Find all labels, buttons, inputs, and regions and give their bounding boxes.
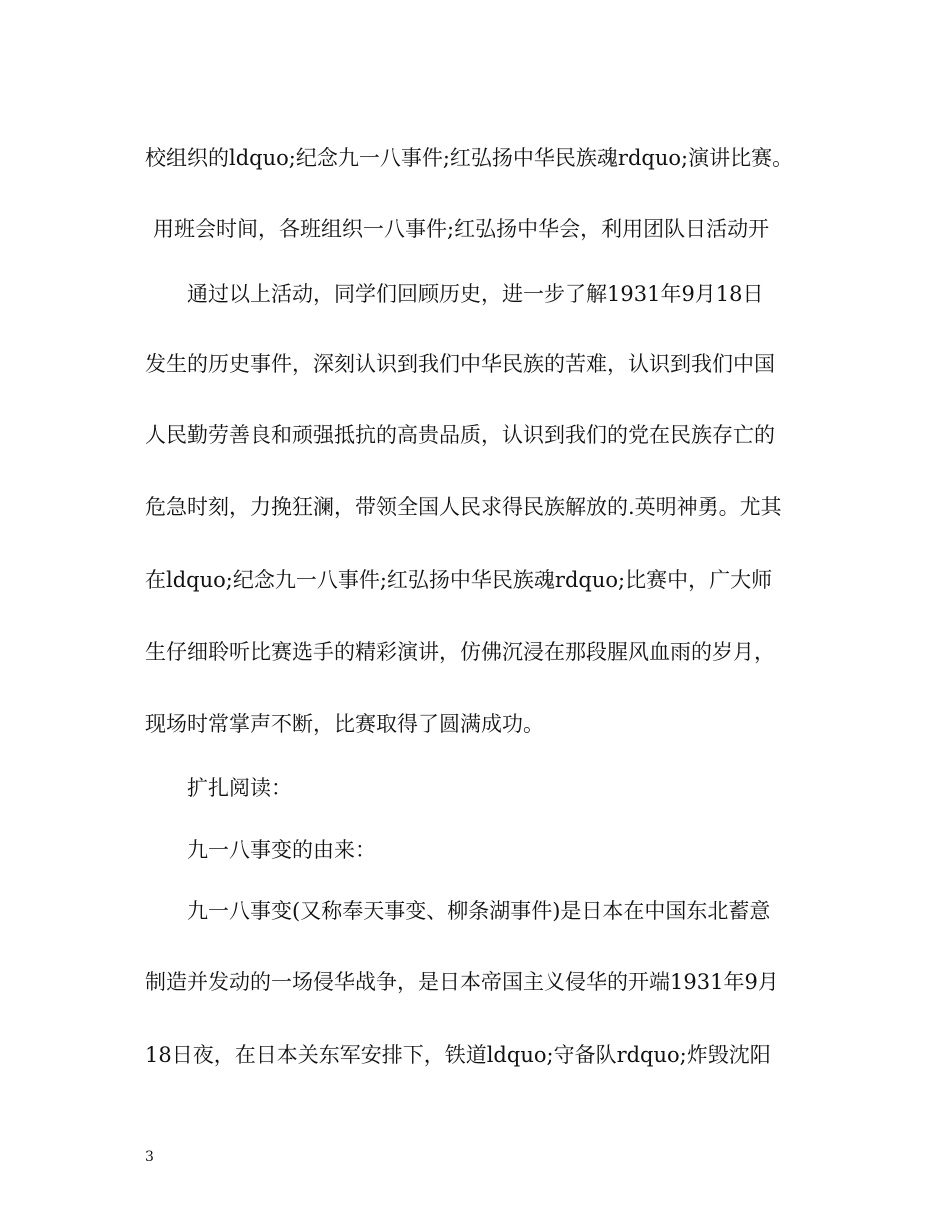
paragraph-line: 发生的历史事件，深刻认识到我们中华民族的苦难，认识到我们中国	[145, 352, 775, 376]
paragraph-line: 校组织的ldquo;纪念九一八事件;红弘扬中华民族魂rdquo;演讲比赛。	[145, 146, 794, 170]
page-number: 3	[145, 1149, 154, 1165]
paragraph-line: 通过以上活动，同学们回顾历史，进一步了解1931年9月18日	[187, 282, 764, 306]
paragraph-line: 人民勤劳善良和顽强抵抗的高贵品质，认识到我们的党在民族存亡的	[145, 423, 775, 447]
paragraph-line: 制造并发动的一场侵华战争，是日本帝国主义侵华的开端1931年9月	[145, 970, 779, 994]
paragraph-line: 危急时刻，力挽狂澜，带领全国人民求得民族解放的.英明神勇。尤其	[145, 495, 782, 519]
paragraph-line: 九一八事变(又称奉天事变、柳条湖事件)是日本在中国东北蓄意	[187, 899, 771, 923]
paragraph-line: 18日夜，在日本关东军安排下，铁道ldquo;守备队rdquo;炸毁沈阳	[145, 1043, 771, 1067]
paragraph-line: 现场时常掌声不断，比赛取得了圆满成功。	[145, 712, 544, 736]
paragraph-line: 用班会时间，各班组织一八事件;红弘扬中华会，利用团队日活动开	[153, 217, 770, 241]
paragraph-line: 生仔细聆听比赛选手的精彩演讲，仿佛沉浸在那段腥风血雨的岁月，	[145, 640, 775, 664]
section-heading: 九一八事变的由来：	[187, 838, 376, 862]
paragraph-line: 在ldquo;纪念九一八事件;红弘扬中华民族魂rdquo;比赛中，广大师	[145, 568, 773, 592]
section-heading: 扩扎阅读：	[187, 776, 292, 800]
